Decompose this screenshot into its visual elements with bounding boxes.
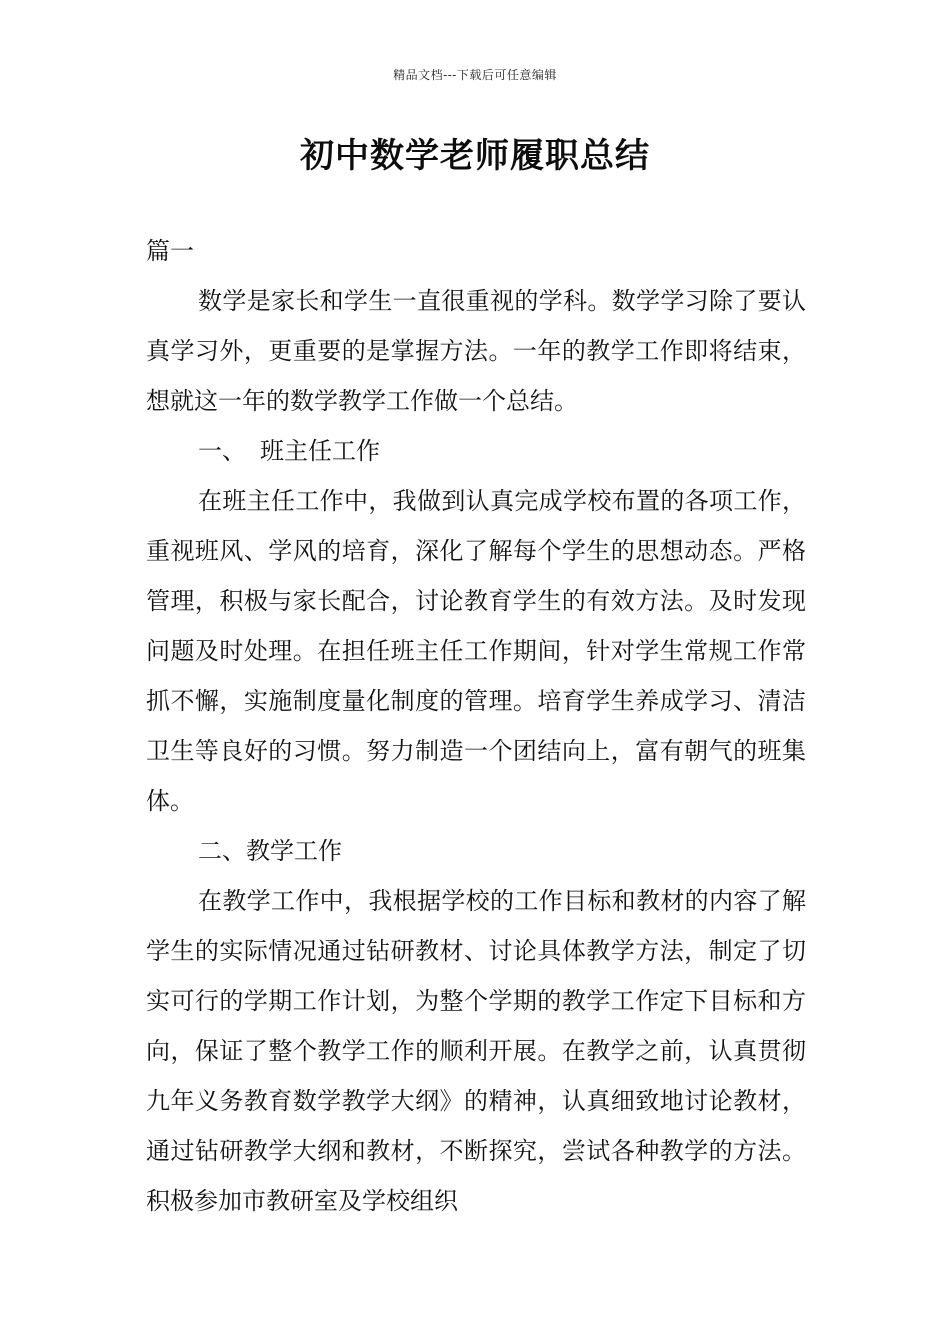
document-body (146, 226, 806, 1226)
heading-text: 班主任工作 (260, 437, 380, 465)
heading-class-teacher-work (146, 426, 806, 476)
header-note: 精品文档---下载后可任意编辑 (393, 68, 557, 82)
heading-teaching-work: 二、教学工作 (198, 837, 342, 865)
document-title: 初中数学老师履职总结 (300, 136, 650, 176)
paragraph-intro: 数学是家长和学生一直很重视的学科。数学学习除了要认真学习外，更重要的是掌握方法。一年的教学工作即将结束，想就这一年的数学教学工作做一个总结。 (146, 287, 806, 415)
paragraph-teaching: 在教学工作中，我根据学校的工作目标和教材的内容了解学生的实际情况通过钻研教材、讨论具体教学方法，制定了切实可行的学期工作计划，为整个学期的教学工作定下目标和方向，保证了整个教学工作的顺利开展。在教学之前，认真贯彻九年义务教育数学教学大纲》的精神，认真细致地讨论教材，通过钻研教学大纲和教材，不断探究，尝试各种教学的方法。积极参加市教研室及学校组织 (146, 887, 806, 1215)
paragraph-class-teacher: 在班主任工作中，我做到认真完成学校布置的各项工作，重视班风、学风的培育，深化了解每个学生的思想动态。严格管理，积极与家长配合，讨论教育学生的有效方法。及时发现问题及时处理。在担任班主任工作期间，针对学生常规工作常抓不懈，实施制度量化制度的管理。培育学生养成学习、清洁卫生等良好的习惯。努力制造一个团结向上，富有朝气的班集体。 (146, 487, 806, 815)
section-label: 篇一 (146, 237, 194, 265)
heading-number: 一、 (198, 437, 246, 465)
